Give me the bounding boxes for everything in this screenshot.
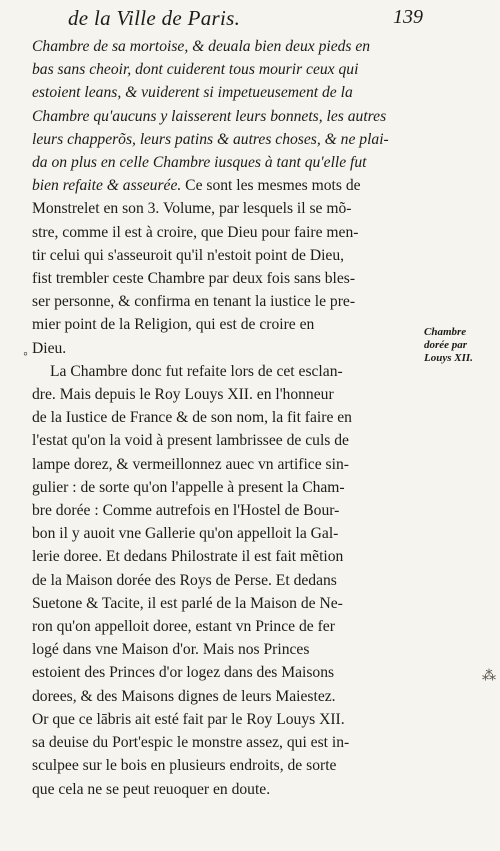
text-line: lerie doree. Et dedans Philostrate il est fait mẽtion [32,548,344,566]
text-line: bon il y auoit vne Gallerie qu'on appelloit la Gal- [32,525,339,543]
text-line: lampe dorez, & vermeillonnez auec vn artifice sin- [32,455,349,473]
text-line: Dieu. [32,339,67,357]
text-line: ser personne, & confirma en tenant la iustice le pre- [32,293,356,311]
text-line: Suetone & Tacite, il est parlé de la Maison de Ne- [32,594,343,612]
text-line: fist trembler ceste Chambre par deux fois sans bles- [32,270,356,288]
text-line: de la Maison dorée des Roys de Perse. Et dedans [32,571,337,589]
text-line-roman-part: Ce sont les mesmes mots de [181,177,361,195]
text-line: logé dans vne Maison d'or. Mais nos Princes [32,641,310,659]
text-line: ron qu'on appelloit doree, estant vn Prince de fer [32,618,335,636]
margin-bullet-mark: ◦ [23,347,28,362]
text-line: dorees, & des Maisons dignes de leurs Maiestez. [32,687,336,705]
text-line: estoient leans, & vuiderent si impetueusement de la [32,84,353,102]
text-line: dre. Mais depuis le Roy Louys XII. en l'honneur [32,386,334,404]
text-line: bre dorée : Comme autrefois en l'Hostel de Bour- [32,502,340,520]
text-line: que cela ne se peut reuoquer en doute. [32,780,271,798]
text-line: da on plus en celle Chambre iusques à tant qu'elle fut [32,154,367,172]
running-title: de la Ville de Paris. [68,6,241,30]
text-line [32,174,424,197]
text-line: tir celui qui s'asseuroit qu'il n'estoit point de Dieu, [32,246,345,264]
text-line: leurs chapperõs, leurs patins & autres choses, & ne plai- [32,130,389,148]
text-line-italic-part: bien refaite & asseurée. [32,177,182,195]
text-line: sa deuise du Port'espic le monstre assez, qui est in- [32,734,350,752]
edge-ornament-mark: ⁂ [482,669,496,684]
text-line: gulier : de sorte qu'on l'appelle à present la Cham- [32,478,345,496]
marginal-note-line: dorée par [424,339,468,351]
text-line: bas sans cheoir, dont cuiderent tous mourir ceux qui [32,61,359,79]
text-line: Or que ce lābris ait esté fait par le Roy Louys XII. [32,710,345,728]
text-line: Chambre de sa mortoise, & deuala bien deux pieds en [32,38,371,55]
text-line: Monstrelet en son 3. Volume, par lesquels il se mõ- [32,200,352,218]
text-line: l'estat qu'on la void à present lambrissee de culs de [32,432,349,450]
text-line: estoient des Princes d'or logez dans des Maisons [32,664,335,682]
text-line: de la Iustice de France & de son nom, la fit faire en [32,409,352,427]
text-line: mier point de la Religion, qui est de croire en [32,316,315,334]
text-line: sculpee sur le bois en plusieurs endroits, de sorte [32,757,337,775]
body-text [32,35,424,801]
text-line-paragraph-start: La Chambre donc fut refaite lors de cet esclan- [50,362,343,380]
marginal-note [424,326,496,365]
text-line: stre, comme il est à croire, que Dieu pour faire men- [32,223,359,241]
text-line: Chambre qu'aucuns y laisserent leurs bonnets, les autres [32,107,387,125]
page-number: 139 [393,6,423,28]
marginal-note-line: Louys XII. [424,352,473,364]
marginal-note-line: Chambre [424,326,467,338]
